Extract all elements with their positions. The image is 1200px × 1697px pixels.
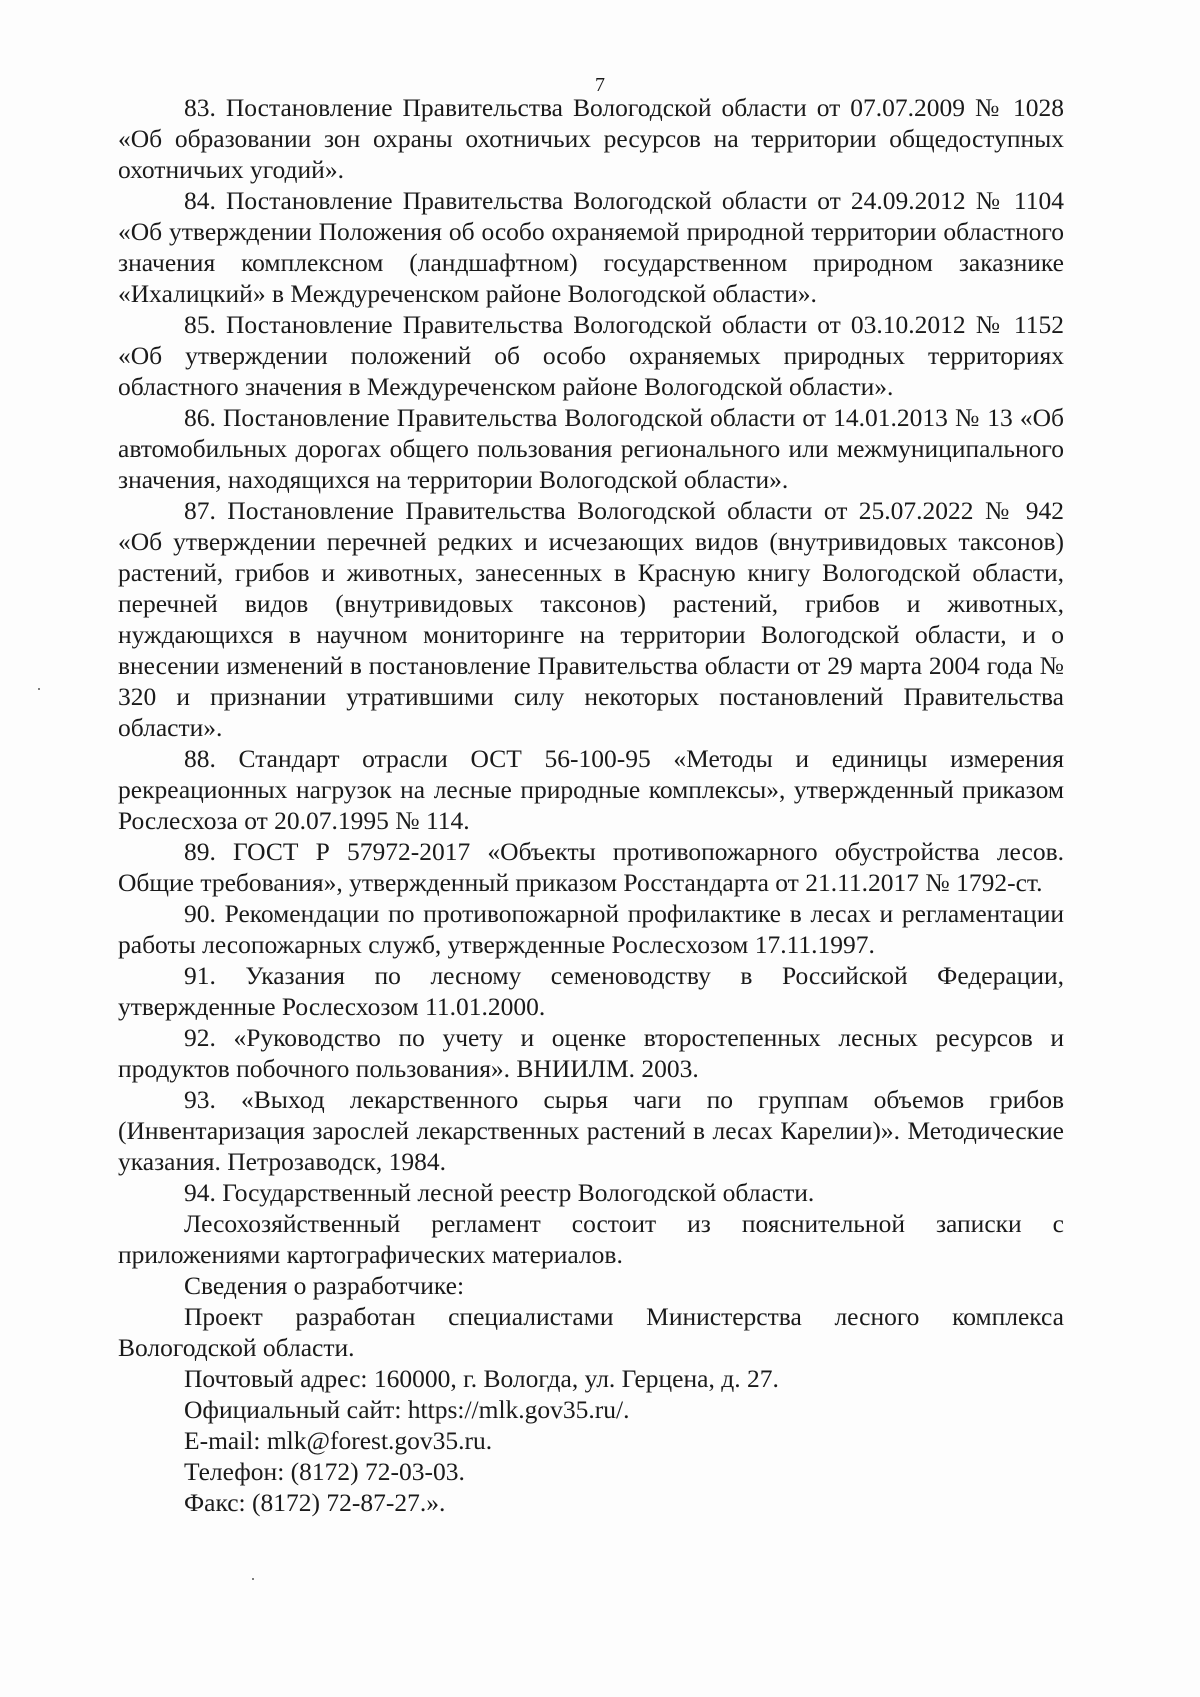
reference-item-87: 87. Постановление Правительства Вологодской области от 25.07.2022 № 942 «Об утверждении перечней редких и исчезающих видов (внутривидовых таксонов) растений, грибов и животных, занесенных в Красную книгу Вологодской области, перечней видов (внутривидовых таксонов) растений, грибов и животных, нуждающихся в научном мониторинге на территории Вологодской области, и о внесении изменений в постановление Правительства области от 29 марта 2004 года № 320 и признании утратившими силу некоторых постановлений Правительства области».: [118, 496, 1064, 742]
reference-item-90: 90. Рекомендации по противопожарной профилактике в лесах и регламентации работы лесопожарных служб, утвержденные Рослесхозом 17.11.1997.: [118, 899, 1064, 959]
email-line: E-mail: mlk@forest.gov35.ru.: [184, 1426, 493, 1455]
reference-item-94: 94. Государственный лесной реестр Вологодской области.: [184, 1178, 815, 1207]
reference-item-86: 86. Постановление Правительства Вологодской области от 14.01.2013 № 13 «Об автомобильных дорогах общего пользования регионального или межмуниципального значения, находящихся на территории Вологодской области».: [118, 403, 1064, 494]
website-line: Официальный сайт: https://mlk.gov35.ru/.: [184, 1395, 630, 1424]
fax-line: Факс: (8172) 72-87-27.».: [184, 1488, 446, 1517]
phone-line: Телефон: (8172) 72-03-03.: [184, 1457, 465, 1486]
scan-speck: [252, 1578, 254, 1580]
reference-item-84: 84. Постановление Правительства Вологодской области от 24.09.2012 № 1104 «Об утверждении Положения об особо охраняемой природной территории областного значения комплексном (ландшафтном) государственном природном заказнике «Ихалицкий» в Междуреченском районе Вологодской области».: [118, 186, 1064, 308]
postal-address: Почтовый адрес: 160000, г. Вологда, ул. Герцена, д. 27.: [184, 1364, 779, 1393]
reference-item-89: 89. ГОСТ Р 57972-2017 «Объекты противопожарного обустройства лесов. Общие требования», утвержденный приказом Росстандарта от 21.11.2017 № 1792-ст.: [118, 837, 1064, 897]
reference-item-93: 93. «Выход лекарственного сырья чаги по группам объемов грибов (Инвентаризация зарослей лекарственных растений в лесах Карелии)». Методические указания. Петрозаводск, 1984.: [118, 1085, 1064, 1176]
developer-info-heading: Сведения о разработчике:: [184, 1271, 465, 1300]
regulation-composition-note: Лесохозяйственный регламент состоит из пояснительной записки с приложениями картографических материалов.: [118, 1209, 1064, 1269]
page-number: 7: [595, 74, 605, 96]
developer-info-text: Проект разработан специалистами Министерства лесного комплекса Вологодской области.: [118, 1302, 1064, 1362]
scan-speck: [38, 688, 40, 690]
reference-item-92: 92. «Руководство по учету и оценке второстепенных лесных ресурсов и продуктов побочного пользования». ВНИИЛМ. 2003.: [118, 1023, 1064, 1083]
reference-item-85: 85. Постановление Правительства Вологодской области от 03.10.2012 № 1152 «Об утверждении положений об особо охраняемых природных территориях областного значения в Междуреченском районе Вологодской области».: [118, 310, 1064, 401]
reference-item-83: 83. Постановление Правительства Вологодской области от 07.07.2009 № 1028 «Об образовании зон охраны охотничьих ресурсов на территории общедоступных охотничьих угодий».: [118, 93, 1064, 184]
document-body: [118, 92, 1064, 1518]
reference-item-88: 88. Стандарт отрасли ОСТ 56-100-95 «Методы и единицы измерения рекреационных нагрузок на лесные природные комплексы», утвержденный приказом Рослесхоза от 20.07.1995 № 114.: [118, 744, 1064, 835]
reference-item-91: 91. Указания по лесному семеноводству в Российской Федерации, утвержденные Рослесхозом 11.01.2000.: [118, 961, 1064, 1021]
